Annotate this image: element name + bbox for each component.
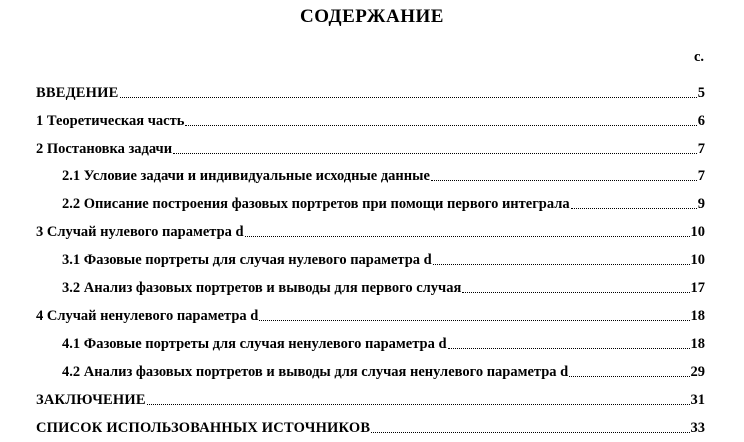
toc-entry-text: 3 Случай нулевого параметра d — [36, 224, 244, 240]
dot-leader — [462, 291, 689, 293]
toc-entry-text: 3.2 Анализ фазовых портретов и выводы для первого случая — [62, 280, 462, 296]
dot-leader — [173, 152, 697, 154]
toc-entry-text: ВВЕДЕНИЕ — [36, 85, 119, 101]
toc-entry-page: 9 — [697, 196, 705, 212]
toc-entry-section-3-1[interactable] — [62, 249, 705, 269]
dot-leader — [259, 319, 689, 321]
toc-title: СОДЕРЖАНИЕ — [300, 6, 444, 27]
toc-entry-page: 10 — [690, 252, 705, 268]
toc-entry-page: 6 — [697, 113, 705, 129]
toc-entry-section-2-1[interactable] — [62, 165, 705, 185]
toc-entry-text: 3.1 Фазовые портреты для случая нулевого параметра d — [62, 252, 432, 268]
toc-entry-text: СПИСОК ИСПОЛЬЗОВАННЫХ ИСТОЧНИКОВ — [36, 420, 371, 436]
toc-entry-text: 2 Постановка задачи — [36, 141, 173, 157]
toc-entry-text: 1 Теоретическая часть — [36, 113, 185, 129]
toc-entry-page: 18 — [690, 336, 705, 352]
dot-leader — [569, 375, 689, 377]
toc-entry-page: 7 — [697, 141, 705, 157]
toc-entry-page: 17 — [690, 280, 705, 296]
toc-entry-references[interactable] — [36, 417, 705, 437]
toc-entry-text: 4 Случай ненулевого параметра d — [36, 308, 259, 324]
toc-entry-conclusion[interactable] — [36, 389, 705, 409]
toc-entry-text: 4.1 Фазовые портреты для случая ненулевого параметра d — [62, 336, 447, 352]
toc-entry-page: 29 — [690, 364, 705, 380]
dot-leader — [433, 263, 690, 265]
toc-entry-introduction[interactable] — [36, 82, 705, 102]
toc-entry-page: 7 — [697, 168, 705, 184]
dot-leader — [147, 403, 690, 405]
dot-leader — [448, 347, 690, 349]
toc-entry-section-2[interactable] — [36, 138, 705, 158]
dot-leader — [245, 235, 690, 237]
toc-entry-section-4-2[interactable] — [62, 361, 705, 381]
toc-entry-page: 10 — [690, 224, 705, 240]
dot-leader — [371, 431, 689, 433]
toc-entry-section-1[interactable] — [36, 110, 705, 130]
toc-entry-section-4-1[interactable] — [62, 333, 705, 353]
page-column-label: с. — [693, 49, 704, 65]
dot-leader — [431, 179, 697, 181]
dot-leader — [571, 207, 697, 209]
toc-entry-page: 33 — [690, 420, 705, 436]
toc-entry-page: 31 — [690, 392, 705, 408]
toc-entry-page: 5 — [697, 85, 705, 101]
toc-entry-section-3[interactable] — [36, 221, 705, 241]
dot-leader — [120, 96, 697, 98]
toc-entry-section-3-2[interactable] — [62, 277, 705, 297]
toc-entry-text: 2.1 Условие задачи и индивидуальные исходные данные — [62, 168, 430, 184]
toc-entry-section-2-2[interactable] — [62, 193, 705, 213]
dot-leader — [185, 124, 696, 126]
toc-entry-text: ЗАКЛЮЧЕНИЕ — [36, 392, 146, 408]
toc-entry-section-4[interactable] — [36, 305, 705, 325]
toc-entry-page: 18 — [690, 308, 705, 324]
toc-entry-text: 2.2 Описание построения фазовых портретов при помощи первого интеграла — [62, 196, 570, 212]
toc-entry-text: 4.2 Анализ фазовых портретов и выводы для случая ненулевого параметра d — [62, 364, 569, 380]
